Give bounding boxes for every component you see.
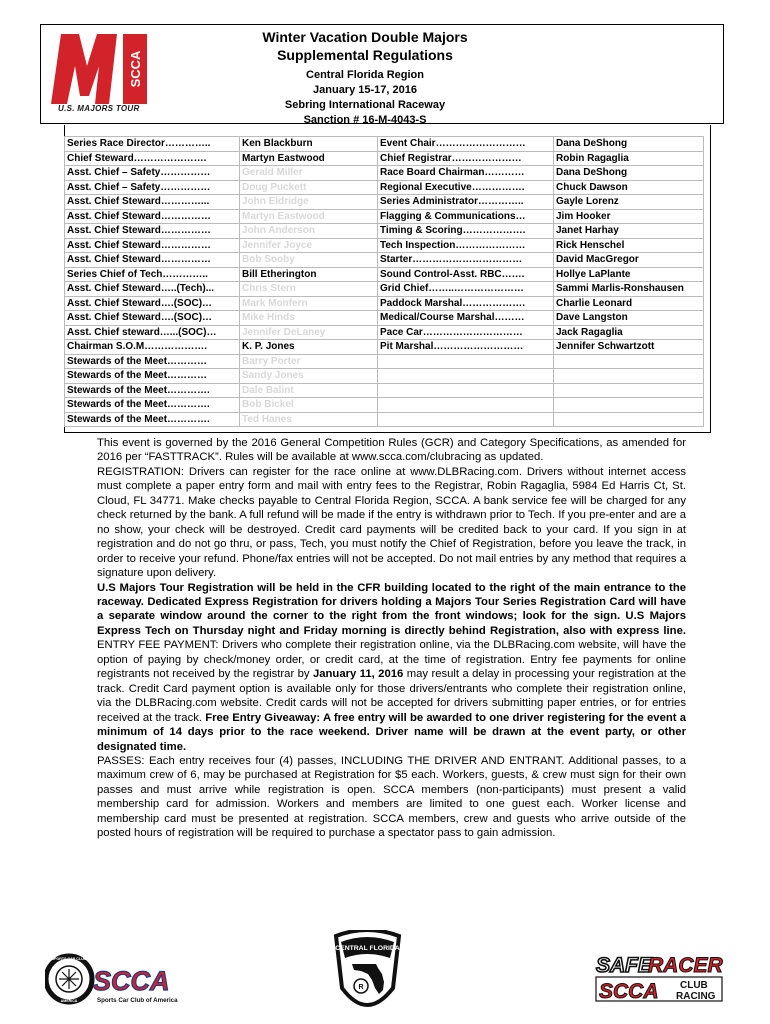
majors-registration-bold: U.S Majors Tour Registration will be held in the CFR building located to the right of the main entrance to the raceway. Dedicated Express Registration for drivers holding a Majors Tour Series Registration Card will have a separate window around the corner to the right from the front windows; look for the sign. U.S Majors Express Tech on Thursday night and Friday morning is directly behind Registration, also with express line. bbox=[97, 581, 686, 637]
official-name: Mike Hinds bbox=[240, 311, 378, 326]
official-name: Ted Hanes bbox=[240, 412, 378, 427]
official-row bbox=[65, 354, 704, 369]
official-role-2 bbox=[378, 383, 554, 398]
safe-word: SAFE bbox=[596, 954, 653, 977]
scca-full-name: Sports Car Club of America bbox=[97, 997, 178, 1004]
official-role: Asst. Chief – Safety…………… bbox=[65, 166, 240, 181]
official-name-2: Charlie Leonard bbox=[554, 296, 704, 311]
official-name-2: Janet Harhay bbox=[554, 224, 704, 239]
official-name: Bill Etherington bbox=[240, 267, 378, 282]
official-role-2: Event Chair……………………… bbox=[378, 137, 554, 152]
official-row bbox=[65, 340, 704, 355]
official-row bbox=[65, 282, 704, 297]
title-block bbox=[160, 28, 570, 128]
free-entry-giveaway: Free Entry Giveaway: A free entry will be awarded to one driver registering for the event a minimum of 14 days prior to the race weekend. Driver name will be drawn at the event party, or other designated time. bbox=[97, 711, 686, 753]
official-role: Stewards of the Meet………… bbox=[65, 354, 240, 369]
central-florida-region-logo bbox=[330, 930, 405, 1018]
racer-word: RACER bbox=[648, 954, 723, 977]
official-row bbox=[65, 238, 704, 253]
sr-scca-word: SCCA bbox=[599, 980, 659, 1003]
sanction-number: Sanction # 16-M-4043-S bbox=[303, 114, 427, 126]
official-role: Asst. Chief Steward…………… bbox=[65, 253, 240, 268]
registration-paragraph: REGISTRATION: Drivers can register for the race online at www.DLBRacing.com. Drivers without internet access must complete a paper entry form and mail with entry fees to the Registrar, Robin Ragaglia, 5984 Ed Harris Ct, St. Cloud, FL 34771. Make checks payable to Central Florida Region, SCCA. A bank service fee will be charged for any check returned by the bank. A full refund will be made if the entry is withdrawn prior to Tech. If you pre-enter and are a no show, your check will be destroyed. Credit card payments will be credited back to your card. If you sign in at registration and do not go thru, or pass, Tech, you must notify the Chief of Registration, before you leave the track, in order to receive your refund. Phone/fax entries will not be accepted. Do not mail entries by any method that requires a signature upon delivery. bbox=[97, 465, 686, 580]
official-name-2 bbox=[554, 412, 704, 427]
official-name: John Anderson bbox=[240, 224, 378, 239]
officials-table bbox=[64, 136, 704, 427]
official-row bbox=[65, 224, 704, 239]
scca-majors-tour-logo bbox=[47, 26, 157, 116]
official-row bbox=[65, 137, 704, 152]
logo-m-shape bbox=[51, 34, 117, 104]
official-row bbox=[65, 398, 704, 413]
official-name-2 bbox=[554, 383, 704, 398]
official-name-2: Dana DeShong bbox=[554, 137, 704, 152]
official-role: Chairman S.O.M………………. bbox=[65, 340, 240, 355]
official-role-2: Timing & Scoring………………. bbox=[378, 224, 554, 239]
official-name-2: Rick Henschel bbox=[554, 238, 704, 253]
official-name-2: Hollye LaPlante bbox=[554, 267, 704, 282]
official-name: Mark Monfern bbox=[240, 296, 378, 311]
official-row bbox=[65, 325, 704, 340]
cfr-arc-text: CENTRAL FLORIDA bbox=[335, 945, 400, 952]
official-row bbox=[65, 369, 704, 384]
official-name: John Eldridge bbox=[240, 195, 378, 210]
official-name-2: Dana DeShong bbox=[554, 166, 704, 181]
official-name: Gerald Miller bbox=[240, 166, 378, 181]
official-name: Bob Sooby bbox=[240, 253, 378, 268]
official-role: Stewards of the Meet………… bbox=[65, 369, 240, 384]
official-role-2: Tech Inspection………………… bbox=[378, 238, 554, 253]
official-role-2 bbox=[378, 398, 554, 413]
official-role: Series Chief of Tech………….. bbox=[65, 267, 240, 282]
official-row bbox=[65, 180, 704, 195]
official-name-2: David MacGregor bbox=[554, 253, 704, 268]
official-role-2: Flagging & Communications… bbox=[378, 209, 554, 224]
regulations-text bbox=[97, 436, 686, 841]
official-row bbox=[65, 209, 704, 224]
official-name: Doug Puckett bbox=[240, 180, 378, 195]
official-role: Asst. Chief Steward…………... bbox=[65, 195, 240, 210]
official-role: Asst. Chief Steward…………… bbox=[65, 238, 240, 253]
official-row bbox=[65, 383, 704, 398]
official-name-2: Jack Ragaglia bbox=[554, 325, 704, 340]
official-name: Bob Bickel bbox=[240, 398, 378, 413]
official-row bbox=[65, 166, 704, 181]
official-name: Martyn Eastwood bbox=[240, 151, 378, 166]
passes-paragraph: PASSES: Each entry receives four (4) passes, INCLUDING THE DRIVER AND ENTRANT. Additional passes, to a maximum crew of 6, may be purchased at Registration for $5 each. Workers, guests, & crew must sign for their own passes and must arrive while registration is open. SCCA members (non-participants) must present a valid membership card for admission. Workers and members are limited to one guest each. Worker license and membership card must be presented at registration. SCCA members, crew and guests who arrive outside of the posted hours of registration will be required to purchase a spectator pass to gain admission. bbox=[97, 754, 686, 840]
entry-fee-deadline: January 11, 2016 bbox=[312, 668, 404, 681]
official-role: Asst. Chief – Safety…………… bbox=[65, 180, 240, 195]
safe-racer-logo bbox=[594, 951, 724, 1003]
official-role: Asst. Chief Steward….(SOC)… bbox=[65, 311, 240, 326]
official-row bbox=[65, 296, 704, 311]
official-name: Jennifer Joyce bbox=[240, 238, 378, 253]
region-name: Central Florida Region bbox=[306, 69, 424, 81]
official-row bbox=[65, 267, 704, 282]
official-name: Sandy Jones bbox=[240, 369, 378, 384]
logo-scca-text: SCCA bbox=[128, 50, 143, 88]
official-role-2 bbox=[378, 369, 554, 384]
official-name: Ken Blackburn bbox=[240, 137, 378, 152]
event-dates: January 15-17, 2016 bbox=[313, 84, 417, 96]
sr-racing-word: RACING bbox=[676, 991, 716, 1002]
official-row bbox=[65, 311, 704, 326]
official-role-2: Grid Chief……..………………… bbox=[378, 282, 554, 297]
official-role: Stewards of the Meet…………. bbox=[65, 398, 240, 413]
entry-fee-text-b: may result a delay in processing your registration at the track. Credit Card payment option is available only for those drivers/entrants who complete their registration online, via the DLBRacing.com website. Credit cards will not be accepted for drivers submitting paper entries, or for entries received at the track. bbox=[97, 668, 686, 724]
official-role-2: Chief Registrar………………… bbox=[378, 151, 554, 166]
official-name-2: Dave Langston bbox=[554, 311, 704, 326]
official-role-2: Starter…………………………… bbox=[378, 253, 554, 268]
scca-footer-logo bbox=[45, 952, 195, 1007]
official-name-2: Chuck Dawson bbox=[554, 180, 704, 195]
venue-name: Sebring International Raceway bbox=[284, 99, 446, 111]
official-name: Chris Stern bbox=[240, 282, 378, 297]
entry-fee-text-a: ENTRY FEE PAYMENT: Drivers who complete their registration online, via the DLBRacing.com website, will have the option of paying by check/money order, or credit card, at the time of registration. Entry fee payments for online registrants not received by the registrar by bbox=[97, 639, 686, 681]
official-role: Asst. Chief Steward…………… bbox=[65, 209, 240, 224]
official-role-2: Sound Control-Asst. RBC……. bbox=[378, 267, 554, 282]
official-name: K. P. Jones bbox=[240, 340, 378, 355]
official-role: Asst. Chief Steward…………… bbox=[65, 224, 240, 239]
official-name-2: Sammi Marlis-Ronshausen bbox=[554, 282, 704, 297]
official-role-2: Race Board Chairman………… bbox=[378, 166, 554, 181]
scca-wordmark: SCCA bbox=[93, 966, 170, 996]
official-role: Stewards of the Meet…………. bbox=[65, 383, 240, 398]
cfr-emblem-mark: R bbox=[358, 984, 364, 991]
official-name: Barry Porter bbox=[240, 354, 378, 369]
official-name: Martyn Eastwood bbox=[240, 209, 378, 224]
official-role-2: Pit Marshal……………………… bbox=[378, 340, 554, 355]
sr-club-word: CLUB bbox=[680, 980, 708, 991]
official-row bbox=[65, 253, 704, 268]
official-role-2: Regional Executive……………. bbox=[378, 180, 554, 195]
official-role: Series Race Director………….. bbox=[65, 137, 240, 152]
official-role-2 bbox=[378, 354, 554, 369]
official-name: Jennifer DeLaney bbox=[240, 325, 378, 340]
official-name-2 bbox=[554, 354, 704, 369]
official-role-2: Series Administrator………….. bbox=[378, 195, 554, 210]
official-name-2: Jennifer Schwartzott bbox=[554, 340, 704, 355]
logo-tagline: U.S. MAJORS TOUR bbox=[58, 104, 140, 113]
official-name-2: Gayle Lorenz bbox=[554, 195, 704, 210]
official-role: Asst. Chief steward…...(SOC)… bbox=[65, 325, 240, 340]
official-name-2: Robin Ragaglia bbox=[554, 151, 704, 166]
seal-outer-text: SPORTS CAR CLUB bbox=[51, 957, 87, 961]
seal-bottom-text: AMERICA bbox=[60, 999, 78, 1003]
official-row bbox=[65, 412, 704, 427]
official-role: Asst. Chief Steward…..(Tech)... bbox=[65, 282, 240, 297]
official-row bbox=[65, 195, 704, 210]
official-name-2 bbox=[554, 369, 704, 384]
official-row bbox=[65, 151, 704, 166]
official-role-2: Medical/Course Marshal……… bbox=[378, 311, 554, 326]
official-role-2 bbox=[378, 412, 554, 427]
event-title: Winter Vacation Double Majors bbox=[262, 29, 468, 45]
official-name-2 bbox=[554, 398, 704, 413]
official-role-2: Pace Car………………………… bbox=[378, 325, 554, 340]
official-role: Stewards of the Meet…………. bbox=[65, 412, 240, 427]
majors-registration-paragraph bbox=[97, 581, 686, 754]
official-role-2: Paddock Marshal………………. bbox=[378, 296, 554, 311]
official-name-2: Jim Hooker bbox=[554, 209, 704, 224]
official-role: Chief Steward…………………. bbox=[65, 151, 240, 166]
document-title: Supplemental Regulations bbox=[277, 47, 453, 63]
official-name: Dale Balint bbox=[240, 383, 378, 398]
gcr-paragraph: This event is governed by the 2016 General Competition Rules (GCR) and Category Specifications, as amended for 2016 per “FASTTRACK”. Rules will be available at www.scca.com/clubracing as updated. bbox=[97, 437, 686, 464]
official-role: Asst. Chief Steward….(SOC)… bbox=[65, 296, 240, 311]
